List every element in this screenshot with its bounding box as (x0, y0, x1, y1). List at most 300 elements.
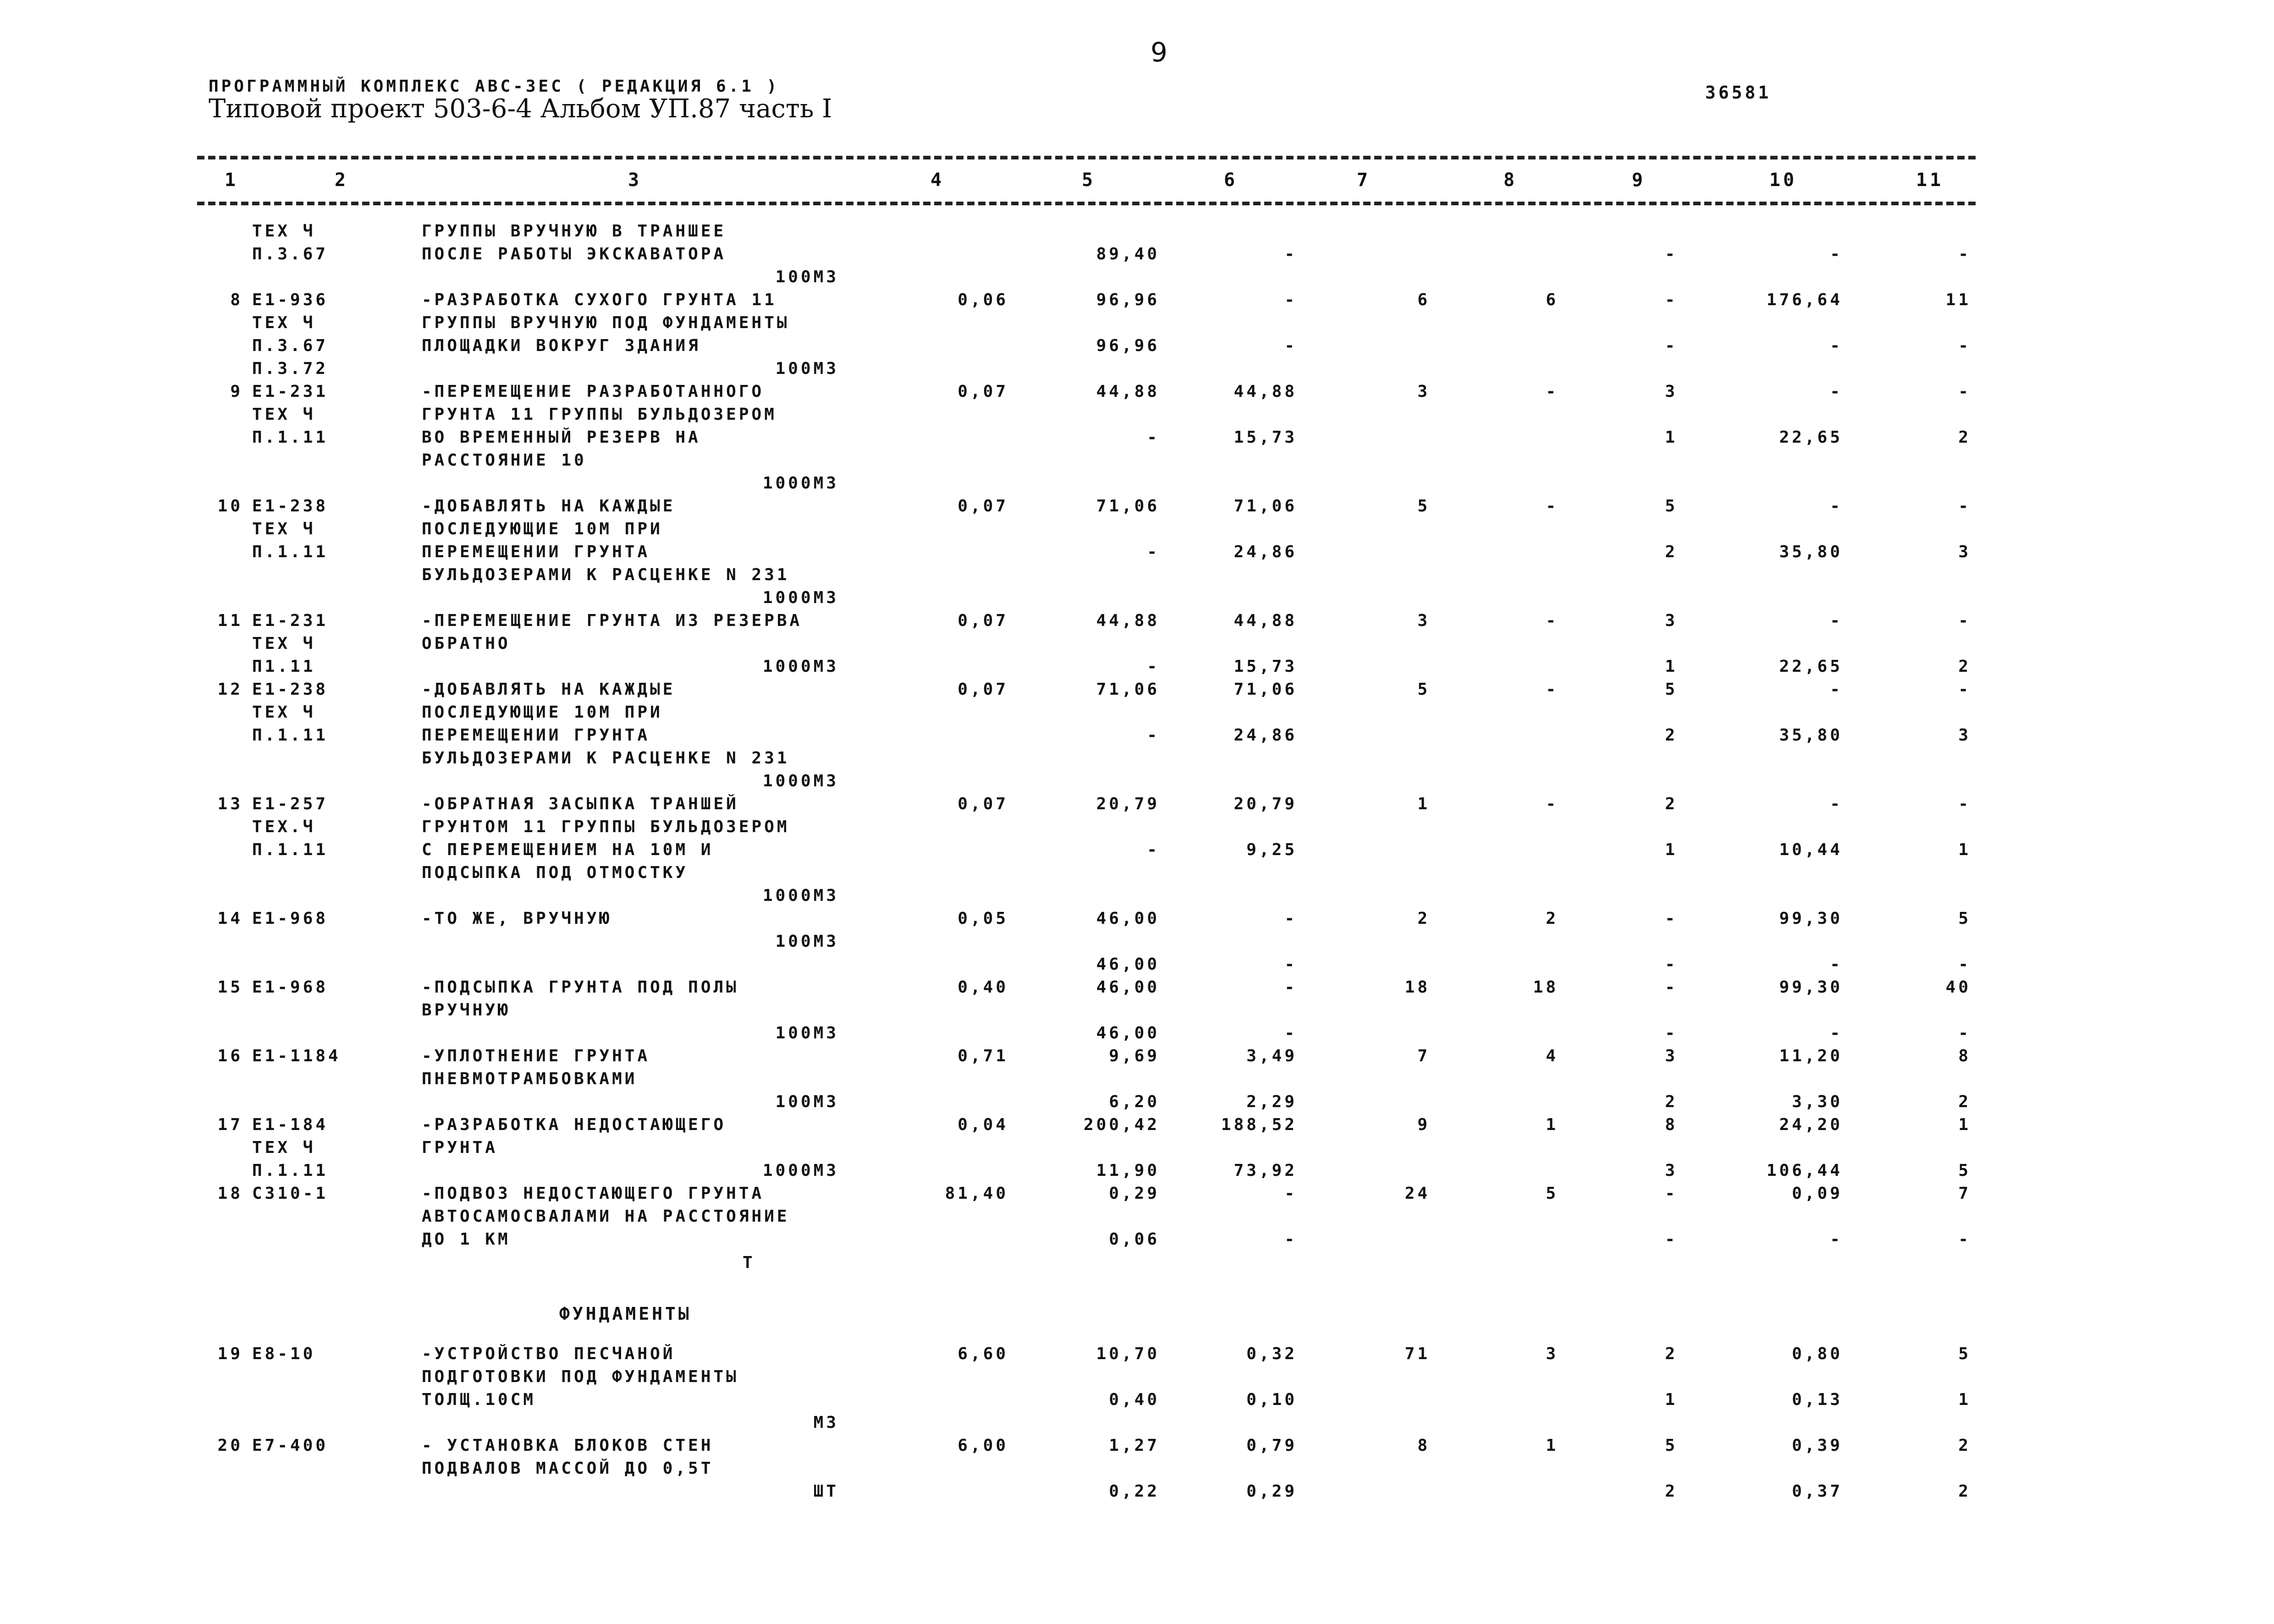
footer-mark: Т (743, 1253, 755, 1272)
table-row (0, 1045, 2274, 1068)
cell-code: ТЕХ Ч (252, 1138, 316, 1157)
cell-unit: ШТ (813, 1482, 839, 1501)
cell-n7: 7 (1417, 1047, 1430, 1065)
table-row (0, 1205, 2274, 1228)
cell-n9: 3 (1665, 611, 1678, 630)
cell-n4: 0,07 (958, 382, 1008, 401)
cell-n10: 0,39 (1792, 1436, 1843, 1455)
cell-no: 15 (217, 978, 243, 997)
cell-n8: 18 (1533, 978, 1558, 997)
cell-code: П.1.11 (252, 428, 329, 447)
cell-code: ТЕХ Ч (252, 405, 316, 424)
cell-n9: - (1665, 1184, 1678, 1203)
table-row (0, 884, 2274, 907)
cell-code: П.3.67 (252, 245, 329, 263)
cell-n9: - (1665, 336, 1678, 355)
cell-desc: ПОСЛЕДУЮЩИЕ 10М ПРИ (422, 520, 663, 538)
cell-desc: ПОСЛЕДУЮЩИЕ 10М ПРИ (422, 703, 663, 722)
table-row (0, 724, 2274, 747)
header-col-1: 1 (225, 170, 239, 191)
cell-n9: 5 (1665, 1436, 1678, 1455)
header-col-3: 3 (628, 170, 642, 191)
cell-n6: 15,73 (1233, 657, 1297, 676)
cell-n10: - (1830, 1230, 1843, 1249)
cell-n11: 5 (1958, 909, 1971, 928)
cell-desc: ГРУППЫ ВРУЧНУЮ ПОД ФУНДАМЕНТЫ (422, 313, 790, 332)
cell-n8: 1 (1546, 1115, 1558, 1134)
cell-n11: - (1958, 795, 1971, 813)
cell-desc: ПЛОЩАДКИ ВОКРУГ ЗДАНИЯ (422, 336, 701, 355)
cell-n11: - (1958, 336, 1971, 355)
cell-n10: - (1830, 955, 1843, 974)
cell-n5: 96,96 (1096, 336, 1160, 355)
cell-n5: - (1147, 543, 1160, 561)
cell-n5: 0,22 (1109, 1482, 1160, 1501)
cell-n10: - (1830, 497, 1843, 516)
table-row (0, 747, 2274, 770)
cell-n10: 0,09 (1792, 1184, 1843, 1203)
cell-n5: - (1147, 657, 1160, 676)
cell-n6: - (1284, 1230, 1297, 1249)
cell-n4: 0,06 (958, 291, 1008, 309)
cell-n9: - (1665, 291, 1678, 309)
document-number: 36581 (1705, 82, 1772, 103)
cell-n10: - (1830, 336, 1843, 355)
cell-n9: 2 (1665, 1092, 1678, 1111)
cell-desc: -ПЕРЕМЕЩЕНИЕ ГРУНТА ИЗ РЕЗЕРВА (422, 611, 803, 630)
cell-code: ТЕХ Ч (252, 634, 316, 653)
page-number: 9 (1151, 37, 1167, 68)
cell-n4: 6,00 (958, 1436, 1008, 1455)
header-col-11: 11 (1916, 170, 1944, 191)
cell-n7: 9 (1417, 1115, 1430, 1134)
cell-n9: 5 (1665, 497, 1678, 516)
cell-n10: 11,20 (1779, 1047, 1843, 1065)
cell-desc: -ПОДВОЗ НЕДОСТАЮЩЕГО ГРУНТА (422, 1184, 765, 1203)
cell-unit: 1000М3 (762, 772, 839, 790)
cell-code: П.3.67 (252, 336, 329, 355)
table-row (0, 426, 2274, 449)
cell-n9: - (1665, 909, 1678, 928)
cell-n6: - (1284, 978, 1297, 997)
cell-n11: - (1958, 1230, 1971, 1249)
cell-n6: 3,49 (1246, 1047, 1297, 1065)
cell-n9: - (1665, 245, 1678, 263)
cell-unit: 1000М3 (762, 474, 839, 493)
table-row (0, 449, 2274, 472)
cell-n9: - (1665, 978, 1678, 997)
cell-desc: -ДОБАВЛЯТЬ НА КАЖДЫЕ (422, 680, 676, 699)
cell-n10: 10,44 (1779, 840, 1843, 859)
cell-n5: 9,69 (1109, 1047, 1160, 1065)
cell-n11: - (1958, 680, 1971, 699)
cell-n10: 99,30 (1779, 978, 1843, 997)
cell-n5: 46,00 (1096, 1024, 1160, 1042)
header-col-2: 2 (335, 170, 349, 191)
cell-n9: 8 (1665, 1115, 1678, 1134)
section-title: ФУНДАМЕНТЫ (559, 1304, 692, 1324)
cell-desc: ПНЕВМОТРАМБОВКАМИ (422, 1070, 638, 1088)
cell-unit: 1000М3 (762, 1161, 839, 1180)
cell-n8: 3 (1546, 1344, 1558, 1363)
cell-n10: 22,65 (1779, 428, 1843, 447)
cell-code: ТЕХ Ч (252, 222, 316, 241)
cell-n8: 2 (1546, 909, 1558, 928)
cell-unit: 100М3 (775, 1024, 839, 1042)
cell-n7: 24 (1404, 1184, 1430, 1203)
cell-desc: -УСТРОЙСТВО ПЕСЧАНОЙ (422, 1344, 676, 1363)
cell-n6: 188,52 (1221, 1115, 1297, 1134)
cell-n6: 24,86 (1233, 726, 1297, 745)
cell-desc: ПОСЛЕ РАБОТЫ ЭКСКАВАТОРА (422, 245, 727, 263)
cell-n9: 1 (1665, 428, 1678, 447)
cell-n9: 3 (1665, 382, 1678, 401)
cell-n4: 0,40 (958, 978, 1008, 997)
cell-n11: - (1958, 955, 1971, 974)
cell-n5: 44,88 (1096, 382, 1160, 401)
cell-n4: 0,04 (958, 1115, 1008, 1134)
cell-n10: - (1830, 245, 1843, 263)
cell-desc: -РАЗРАБОТКА СУХОГО ГРУНТА 11 (422, 291, 777, 309)
cell-n6: - (1284, 245, 1297, 263)
cell-desc: -УПЛОТНЕНИЕ ГРУНТА (422, 1047, 650, 1065)
header-col-9: 9 (1632, 170, 1646, 191)
cell-n5: - (1147, 726, 1160, 745)
cell-n11: 3 (1958, 726, 1971, 745)
cell-n7: 8 (1417, 1436, 1430, 1455)
cell-n6: 44,88 (1233, 382, 1297, 401)
cell-n11: 5 (1958, 1161, 1971, 1180)
cell-n5: 46,00 (1096, 909, 1160, 928)
cell-n9: 2 (1665, 1482, 1678, 1501)
cell-n11: 3 (1958, 543, 1971, 561)
cell-unit: 100М3 (775, 268, 839, 286)
cell-code: ТЕХ Ч (252, 520, 316, 538)
table-row (0, 220, 2274, 243)
cell-code: С310-1 (252, 1184, 329, 1203)
cell-n11: 40 (1945, 978, 1971, 997)
cell-desc: ГРУНТА (422, 1138, 498, 1157)
table-row (0, 861, 2274, 884)
cell-n6: 0,29 (1246, 1482, 1297, 1501)
cell-n11: 2 (1958, 1436, 1971, 1455)
table-row (0, 632, 2274, 655)
cell-code: ТЕХ Ч (252, 703, 316, 722)
table-row (0, 793, 2274, 816)
cell-n8: - (1546, 611, 1558, 630)
program-line: ПРОГРАММНЫЙ КОМПЛЕКС АВС-3ЕС ( РЕДАКЦИЯ 6.1 ) (209, 77, 780, 96)
cell-desc: ГРУНТА 11 ГРУППЫ БУЛЬДОЗЕРОМ (422, 405, 777, 424)
cell-n5: 96,96 (1096, 291, 1160, 309)
cell-code: П1.11 (252, 657, 316, 676)
cell-no: 18 (217, 1184, 243, 1203)
cell-code: П.3.72 (252, 359, 329, 378)
cell-desc: С ПЕРЕМЕЩЕНИЕМ НА 10М И (422, 840, 714, 859)
cell-n9: 3 (1665, 1161, 1678, 1180)
table-row (0, 1388, 2274, 1411)
cell-no: 20 (217, 1436, 243, 1455)
cell-n11: 1 (1958, 1115, 1971, 1134)
cell-n9: - (1665, 1024, 1678, 1042)
cell-code: П.1.11 (252, 1161, 329, 1180)
cell-n9: 1 (1665, 657, 1678, 676)
cell-n11: - (1958, 497, 1971, 516)
cell-desc: ГРУППЫ ВРУЧНУЮ В ТРАНШЕЕ (422, 222, 727, 241)
cell-n6: - (1284, 909, 1297, 928)
cell-n10: - (1830, 795, 1843, 813)
cell-desc: -ТО ЖЕ, ВРУЧНУЮ (422, 909, 612, 928)
cell-n8: - (1546, 680, 1558, 699)
cell-no: 12 (217, 680, 243, 699)
cell-code: Е1-231 (252, 611, 329, 630)
table-row (0, 1159, 2274, 1182)
cell-n11: - (1958, 611, 1971, 630)
cell-n9: 5 (1665, 680, 1678, 699)
cell-n11: 11 (1945, 291, 1971, 309)
cell-desc: -ПОДСЫПКА ГРУНТА ПОД ПОЛЫ (422, 978, 739, 997)
cell-n5: 71,06 (1096, 497, 1160, 516)
cell-code: Е1-968 (252, 978, 329, 997)
cell-n7: 3 (1417, 382, 1430, 401)
cell-n9: 2 (1665, 543, 1678, 561)
table-row (0, 564, 2274, 587)
table-row (0, 1091, 2274, 1114)
cell-n5: 6,20 (1109, 1092, 1160, 1111)
cell-n11: - (1958, 245, 1971, 263)
cell-n8: 5 (1546, 1184, 1558, 1203)
cell-n9: - (1665, 955, 1678, 974)
table-row (0, 1434, 2274, 1457)
table-row (0, 243, 2274, 266)
table-row (0, 609, 2274, 632)
cell-n10: 0,80 (1792, 1344, 1843, 1363)
cell-desc: ВРУЧНУЮ (422, 1001, 511, 1020)
cell-n6: 71,06 (1233, 497, 1297, 516)
cell-n6: 2,29 (1246, 1092, 1297, 1111)
table-row (0, 930, 2274, 953)
table-row (0, 1068, 2274, 1091)
cell-n11: 8 (1958, 1047, 1971, 1065)
cell-desc: ПЕРЕМЕЩЕНИИ ГРУНТА (422, 543, 650, 561)
cell-n5: 11,90 (1096, 1161, 1160, 1180)
cell-n8: - (1546, 382, 1558, 401)
cell-unit: 100М3 (775, 932, 839, 951)
cell-n5: 20,79 (1096, 795, 1160, 813)
table-row (0, 678, 2274, 701)
cell-n11: 7 (1958, 1184, 1971, 1203)
cell-n5: 0,06 (1109, 1230, 1160, 1249)
table-row (0, 541, 2274, 564)
cell-n6: - (1284, 955, 1297, 974)
cell-desc: ТОЛЩ.10СМ (422, 1390, 536, 1409)
cell-code: Е1-231 (252, 382, 329, 401)
cell-no: 10 (217, 497, 243, 516)
cell-n10: - (1830, 382, 1843, 401)
header-col-8: 8 (1503, 170, 1518, 191)
cell-n5: 44,88 (1096, 611, 1160, 630)
cell-n9: 2 (1665, 726, 1678, 745)
table-row (0, 839, 2274, 861)
table-row (0, 1228, 2274, 1251)
table-row (0, 1114, 2274, 1136)
cell-n5: 200,42 (1083, 1115, 1160, 1134)
header-col-5: 5 (1082, 170, 1096, 191)
cell-code: Е1-968 (252, 909, 329, 928)
cell-n9: 1 (1665, 840, 1678, 859)
cell-desc: ПОДВАЛОВ МАССОЙ ДО 0,5Т (422, 1459, 714, 1478)
cell-n6: - (1284, 1184, 1297, 1203)
cell-n5: 46,00 (1096, 955, 1160, 974)
cell-n8: 1 (1546, 1436, 1558, 1455)
cell-unit: 100М3 (775, 359, 839, 378)
cell-n4: 0,07 (958, 611, 1008, 630)
cell-n9: 1 (1665, 1390, 1678, 1409)
table-row (0, 701, 2274, 724)
table-row (0, 976, 2274, 999)
table-row (0, 999, 2274, 1022)
table-row (0, 312, 2274, 335)
cell-unit: М3 (813, 1413, 839, 1432)
cell-n4: 81,40 (945, 1184, 1008, 1203)
table-row (0, 1022, 2274, 1045)
table-row (0, 1457, 2274, 1480)
cell-desc: -ДОБАВЛЯТЬ НА КАЖДЫЕ (422, 497, 676, 516)
cell-unit: 1000М3 (762, 886, 839, 905)
cell-code: Е1-184 (252, 1115, 329, 1134)
cell-desc: ВО ВРЕМЕННЫЙ РЕЗЕРВ НА (422, 428, 701, 447)
cell-desc: БУЛЬДОЗЕРАМИ К РАСЦЕНКЕ N 231 (422, 749, 790, 768)
cell-desc: АВТОСАМОСВАЛАМИ НА РАССТОЯНИЕ (422, 1207, 790, 1226)
table-row (0, 518, 2274, 541)
header-col-10: 10 (1769, 170, 1797, 191)
cell-n10: 24,20 (1779, 1115, 1843, 1134)
table-row (0, 335, 2274, 357)
cell-n9: 2 (1665, 1344, 1678, 1363)
cell-desc: ГРУНТОМ 11 ГРУППЫ БУЛЬДОЗЕРОМ (422, 817, 790, 836)
table-row (0, 816, 2274, 839)
cell-n9: 3 (1665, 1047, 1678, 1065)
cell-n10: 35,80 (1779, 543, 1843, 561)
cell-no: 13 (217, 795, 243, 813)
cell-n10: - (1830, 611, 1843, 630)
table-row (0, 266, 2274, 289)
cell-n11: 2 (1958, 1092, 1971, 1111)
cell-n5: 1,27 (1109, 1436, 1160, 1455)
cell-no: 17 (217, 1115, 243, 1134)
cell-desc: -РАЗРАБОТКА НЕДОСТАЮЩЕГО (422, 1115, 727, 1134)
cell-code: Е1-238 (252, 497, 329, 516)
cell-code: Е8-10 (252, 1344, 316, 1363)
cell-unit: 100М3 (775, 1092, 839, 1111)
cell-n9: - (1665, 1230, 1678, 1249)
cell-code: Е7-400 (252, 1436, 329, 1455)
cell-n7: 71 (1404, 1344, 1430, 1363)
cell-code: П.1.11 (252, 726, 329, 745)
project-title: Типовой проект 503-6-4 Альбом УП.87 часть I (209, 94, 832, 124)
cell-desc: -ПЕРЕМЕЩЕНИЕ РАЗРАБОТАННОГО (422, 382, 765, 401)
cell-n5: 0,29 (1109, 1184, 1160, 1203)
cell-n5: - (1147, 428, 1160, 447)
cell-code: Е1-1184 (252, 1047, 341, 1065)
cell-n11: - (1958, 382, 1971, 401)
table-row (0, 1182, 2274, 1205)
table-row (0, 1480, 2274, 1503)
table-row (0, 472, 2274, 495)
cell-n4: 0,05 (958, 909, 1008, 928)
cell-desc: ПОДСЫПКА ПОД ОТМОСТКУ (422, 863, 688, 882)
table-row (0, 907, 2274, 930)
cell-n6: 0,79 (1246, 1436, 1297, 1455)
cell-n8: - (1546, 497, 1558, 516)
table-row (0, 953, 2274, 976)
table-row (0, 357, 2274, 380)
cell-n10: 99,30 (1779, 909, 1843, 928)
cell-n4: 0,07 (958, 795, 1008, 813)
cell-desc: ПЕРЕМЕЩЕНИИ ГРУНТА (422, 726, 650, 745)
header-col-7: 7 (1357, 170, 1371, 191)
cell-n4: 6,60 (958, 1344, 1008, 1363)
cell-unit: 1000М3 (762, 657, 839, 676)
cell-n7: 18 (1404, 978, 1430, 997)
cell-n8: 4 (1546, 1047, 1558, 1065)
cell-no: 14 (217, 909, 243, 928)
cell-code: Е1-936 (252, 291, 329, 309)
cell-n8: 6 (1546, 291, 1558, 309)
cell-n6: 24,86 (1233, 543, 1297, 561)
cell-n6: 0,10 (1246, 1390, 1297, 1409)
table-row (0, 403, 2274, 426)
cell-desc: -ОБРАТНАЯ ЗАСЫПКА ТРАНШЕЙ (422, 795, 739, 813)
cell-n6: 73,92 (1233, 1161, 1297, 1180)
cell-desc: ДО 1 КМ (422, 1230, 511, 1249)
cell-desc: - УСТАНОВКА БЛОКОВ СТЕН (422, 1436, 714, 1455)
cell-n4: 0,71 (958, 1047, 1008, 1065)
cell-n11: 1 (1958, 840, 1971, 859)
cell-n10: 22,65 (1779, 657, 1843, 676)
cell-n5: 89,40 (1096, 245, 1160, 263)
table-row (0, 587, 2274, 609)
cell-code: П.1.11 (252, 543, 329, 561)
cell-no: 9 (230, 382, 243, 401)
table-row (0, 770, 2274, 793)
cell-n6: - (1284, 336, 1297, 355)
cell-n11: - (1958, 1024, 1971, 1042)
cell-code: ТЕХ.Ч (252, 817, 316, 836)
cell-desc: ПОДГОТОВКИ ПОД ФУНДАМЕНТЫ (422, 1367, 739, 1386)
cell-desc: РАССТОЯНИЕ 10 (422, 451, 587, 470)
cell-desc: БУЛЬДОЗЕРАМИ К РАСЦЕНКЕ N 231 (422, 565, 790, 584)
cell-n6: 44,88 (1233, 611, 1297, 630)
table-row (0, 1366, 2274, 1388)
table-row (0, 495, 2274, 518)
cell-n11: 2 (1958, 428, 1971, 447)
cell-no: 8 (230, 291, 243, 309)
table-row (0, 655, 2274, 678)
cell-n10: - (1830, 680, 1843, 699)
cell-no: 16 (217, 1047, 243, 1065)
cell-n9: 2 (1665, 795, 1678, 813)
cell-n5: 0,40 (1109, 1390, 1160, 1409)
cell-n6: 9,25 (1246, 840, 1297, 859)
cell-no: 19 (217, 1344, 243, 1363)
cell-n6: - (1284, 1024, 1297, 1042)
cell-n11: 2 (1958, 657, 1971, 676)
cell-n10: 3,30 (1792, 1092, 1843, 1111)
cell-n7: 5 (1417, 680, 1430, 699)
cell-n4: 0,07 (958, 680, 1008, 699)
cell-n11: 2 (1958, 1482, 1971, 1501)
header-col-4: 4 (931, 170, 945, 191)
